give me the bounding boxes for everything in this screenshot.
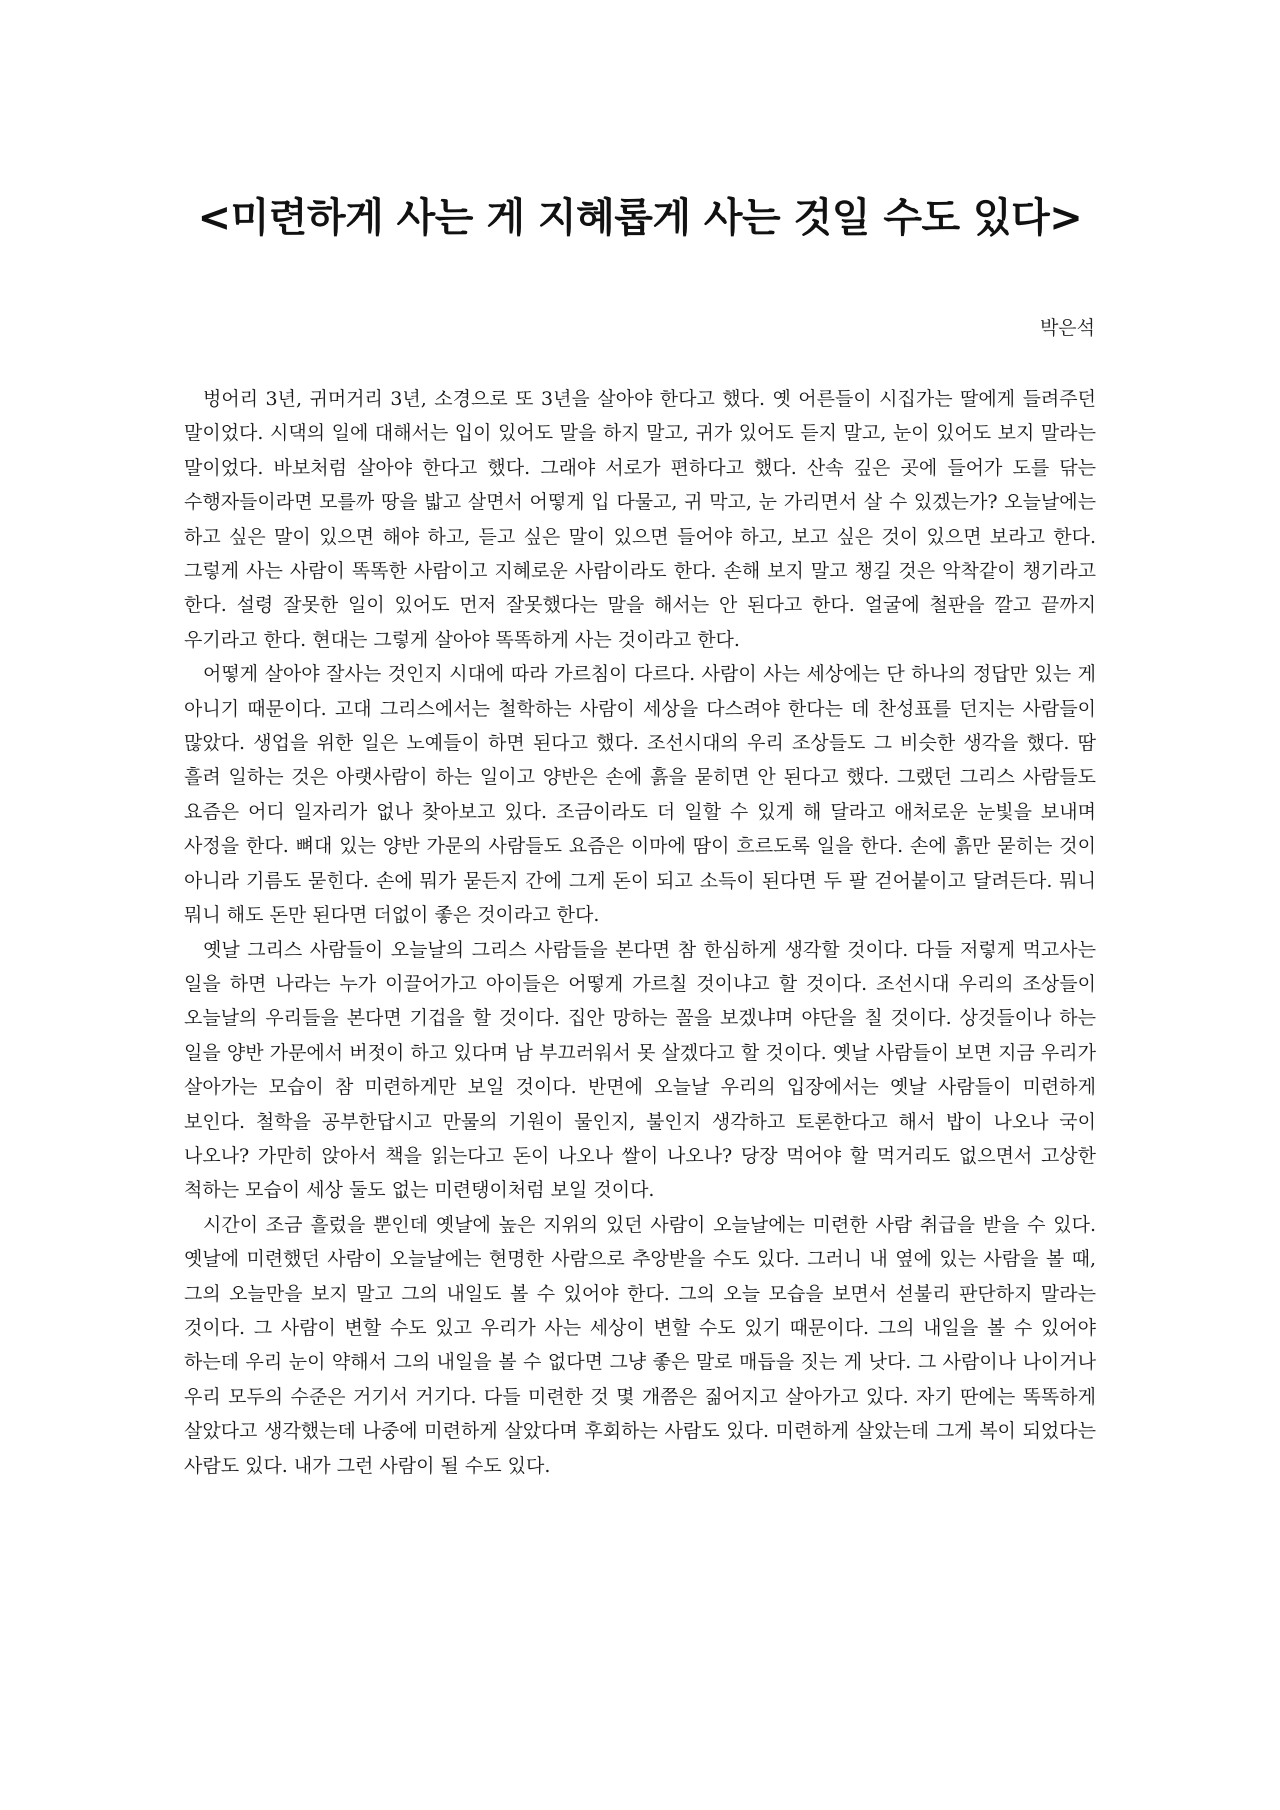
- paragraph: 어떻게 살아야 잘사는 것인지 시대에 따라 가르침이 다르다. 사람이 사는 세상에는 단 하나의 정답만 있는 게 아니기 때문이다. 고대 그리스에서는 철학하는 사람이 세상을 다스려야 한다는 데 찬성표를 던지는 사람들이 많았다. 생업을 위한 일은 노예들이 하면 된다고 했다. 조선시대의 우리 조상들도 그 비슷한 생각을 했다. 땀 흘려 일하는 것은 아랫사람이 하는 일이고 양반은 손에 흙을 묻히면 안 된다고 했다. 그랬던 그리스 사람들도 요즘은 어디 일자리가 없나 찾아보고 있다. 조금이라도 더 일할 수 있게 해 달라고 애처로운 눈빛을 보내며 사정을 한다. 뼈대 있는 양반 가문의 사람들도 요즘은 이마에 땀이 흐르도록 일을 한다. 손에 흙만 묻히는 것이 아니라 기름도 묻힌다. 손에 뭐가 묻든지 간에 그게 돈이 되고 소득이 된다면 두 팔 걷어붙이고 달려든다. 뭐니 뭐니 해도 돈만 된다면 더없이 좋은 것이라고 한다.: [184, 663, 1096, 927]
- document-body: [184, 382, 1096, 1483]
- paragraph: 옛날 그리스 사람들이 오늘날의 그리스 사람들을 본다면 참 한심하게 생각할 것이다. 다들 저렇게 먹고사는 일을 하면 나라는 누가 이끌어가고 아이들은 어떻게 가르칠 것이냐고 할 것이다. 조선시대 우리의 조상들이 오늘날의 우리들을 본다면 기겁을 할 것이다. 집안 망하는 꼴을 보겠냐며 야단을 칠 것이다. 상것들이나 하는 일을 양반 가문에서 버젓이 하고 있다며 남 부끄러워서 못 살겠다고 할 것이다. 옛날 사람들이 보면 지금 우리가 살아가는 모습이 참 미련하게만 보일 것이다. 반면에 오늘날 우리의 입장에서는 옛날 사람들이 미련하게 보인다. 철학을 공부한답시고 만물의 기원이 물인지, 불인지 생각하고 토론한다고 해서 밥이 나오나 국이 나오나? 가만히 앉아서 책을 읽는다고 돈이 나오나 쌀이 나오나? 당장 먹어야 할 먹거리도 없으면서 고상한 척하는 모습이 세상 둘도 없는 미련탱이처럼 보일 것이다.: [184, 938, 1096, 1202]
- author-name: 박은석: [1039, 317, 1095, 339]
- paragraph: 벙어리 3년, 귀머거리 3년, 소경으로 또 3년을 살아야 한다고 했다. 옛 어른들이 시집가는 딸에게 들려주던 말이었다. 시댁의 일에 대해서는 입이 있어도 말을 하지 말고, 귀가 있어도 듣지 말고, 눈이 있어도 보지 말라는 말이었다. 바보처럼 살아야 한다고 했다. 그래야 서로가 편하다고 했다. 산속 깊은 곳에 들어가 도를 닦는 수행자들이라면 모를까 땅을 밟고 살면서 어떻게 입 다물고, 귀 막고, 눈 가리면서 살 수 있겠는가? 오늘날에는 하고 싶은 말이 있으면 해야 하고, 듣고 싶은 말이 있으면 들어야 하고, 보고 싶은 것이 있으면 보라고 한다. 그렇게 사는 사람이 똑똑한 사람이고 지혜로운 사람이라도 한다. 손해 보지 말고 챙길 것은 악착같이 챙기라고 한다. 설령 잘못한 일이 있어도 먼저 잘못했다는 말을 해서는 안 된다고 한다. 얼굴에 철판을 깔고 끝까지 우기라고 한다. 현대는 그렇게 살아야 똑똑하게 사는 것이라고 한다.: [184, 388, 1096, 651]
- paragraph: 시간이 조금 흘렀을 뿐인데 옛날에 높은 지위의 있던 사람이 오늘날에는 미련한 사람 취급을 받을 수 있다. 옛날에 미련했던 사람이 오늘날에는 현명한 사람으로 추앙받을 수도 있다. 그러니 내 옆에 있는 사람을 볼 때, 그의 오늘만을 보지 말고 그의 내일도 볼 수 있어야 한다. 그의 오늘 모습을 보면서 섣불리 판단하지 말라는 것이다. 그 사람이 변할 수도 있고 우리가 사는 세상이 변할 수도 있기 때문이다. 그의 내일을 볼 수 있어야 하는데 우리 눈이 약해서 그의 내일을 볼 수 없다면 그냥 좋은 말로 매듭을 짓는 게 낫다. 그 사람이나 나이거나 우리 모두의 수준은 거기서 거기다. 다들 미련한 것 몇 개쯤은 짊어지고 살아가고 있다. 자기 딴에는 똑똑하게 살았다고 생각했는데 나중에 미련하게 살았다며 후회하는 사람도 있다. 미련하게 살았는데 그게 복이 되었다는 사람도 있다. 내가 그런 사람이 될 수도 있다.: [184, 1213, 1096, 1477]
- document-title: <미련하게 사는 게 지혜롭게 사는 것일 수도 있다>: [197, 195, 1083, 241]
